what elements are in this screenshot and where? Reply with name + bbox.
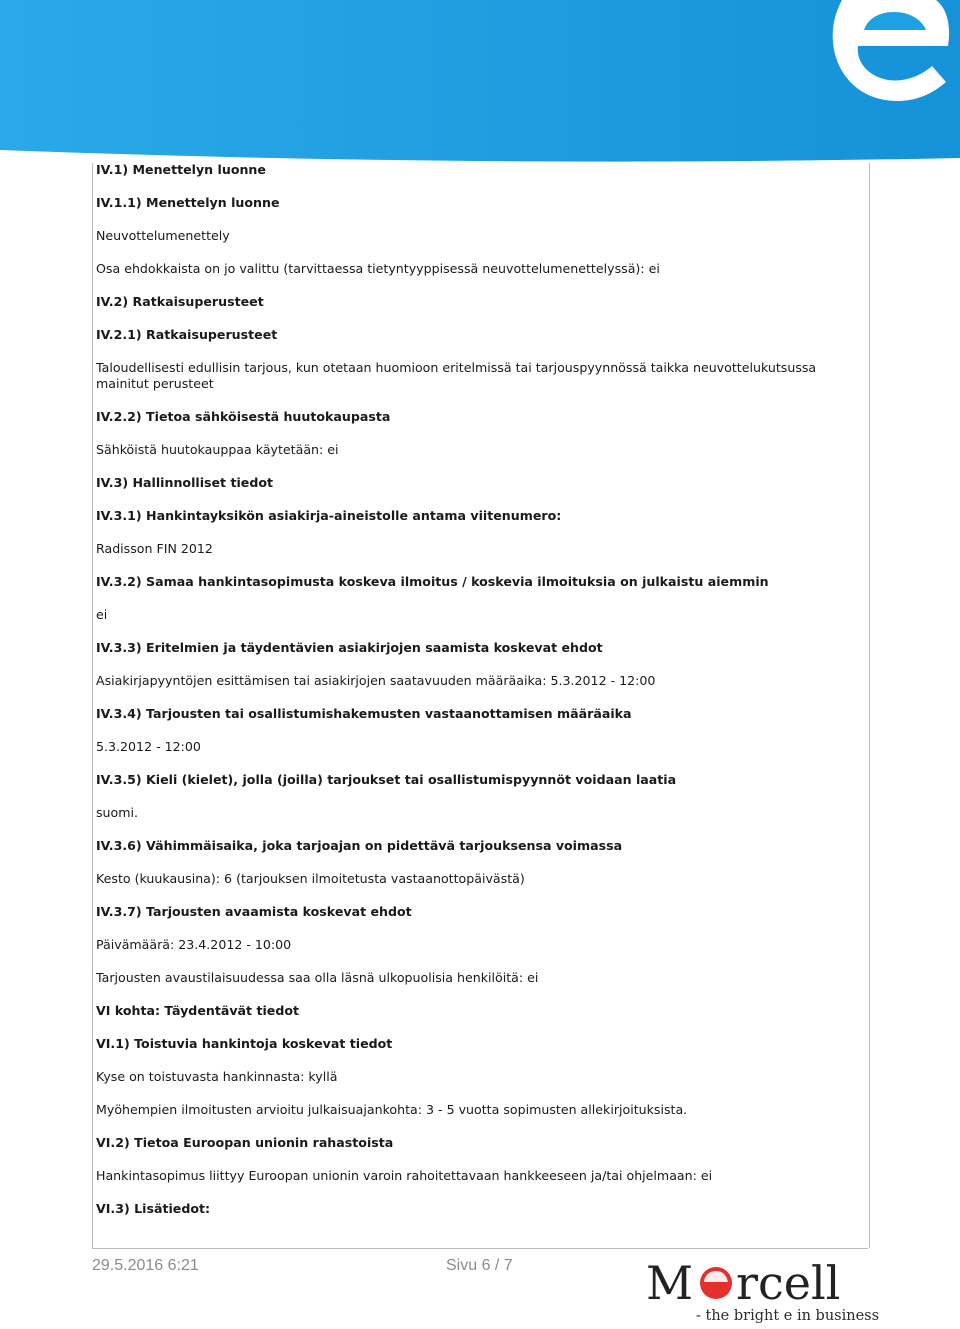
section-heading: IV.3) Hallinnolliset tiedot [96,475,274,490]
body-text: 5.3.2012 - 12:00 [96,739,201,754]
section-heading: IV.1.1) Menettelyn luonne [96,195,280,210]
section-heading: IV.3.7) Tarjousten avaamista koskevat ehdot [96,904,412,919]
section-heading: IV.3.5) Kieli (kielet), jolla (joilla) tarjoukset tai osallistumispyynnöt voidaan laatia [96,772,677,787]
body-text: Myöhempien ilmoitusten arvioitu julkaisuajankohta: 3 - 5 vuotta sopimusten allekirjoituksista. [96,1102,688,1117]
logo-tagline: - the bright e in business [696,1308,880,1324]
section-heading: VI.2) Tietoa Euroopan unionin rahastoista [96,1135,394,1150]
section-heading: IV.2.1) Ratkaisuperusteet [96,327,278,342]
section-heading: IV.3.4) Tarjousten tai osallistumishakemusten vastaanottamisen määräaika [96,706,632,721]
body-text: Neuvottelumenettely [96,228,230,243]
section-heading: IV.3.6) Vähimmäisaika, joka tarjoajan on pidettävä tarjouksensa voimassa [96,838,623,853]
body-text: Kyse on toistuvasta hankinnasta: kyllä [96,1069,338,1084]
footer-page-number: Sivu 6 / 7 [446,1257,513,1274]
section-heading: IV.1) Menettelyn luonne [96,162,266,177]
logo-letter-m: M [646,1256,694,1310]
body-text: Sähköistä huutokauppaa käytetään: ei [96,442,339,457]
body-text: Päivämäärä: 23.4.2012 - 10:00 [96,937,292,952]
document-body [96,162,841,1234]
body-text: Radisson FIN 2012 [96,541,213,556]
section-heading: VI.3) Lisätiedot: [96,1201,211,1216]
body-text: Osa ehdokkaista on jo valittu (tarvittaessa tietyntyyppisessä neuvottelumenettelyssä): ei [96,261,660,276]
body-text: Taloudellisesti edullisin tarjous, kun otetaan huomioon eritelmissä tai tarjouspyynnössä taikka neuvottelukutsussa mainitut perusteet [96,360,817,391]
body-text: ei [96,607,108,622]
body-text: Asiakirjapyyntöjen esittämisen tai asiakirjojen saatavuuden määräaika: 5.3.2012 - 12:00 [96,673,656,688]
section-heading: VI kohta: Täydentävät tiedot [96,1003,300,1018]
section-heading: IV.2.2) Tietoa sähköisestä huutokaupasta [96,409,391,424]
logo-text-rcell: rcell [736,1256,841,1310]
body-text: suomi. [96,805,139,820]
footer-divider [92,1248,868,1249]
body-text: Kesto (kuukausina): 6 (tarjouksen ilmoitetusta vastaanottopäivästä) [96,871,525,886]
section-heading: IV.3.3) Eritelmien ja täydentävien asiakirjojen saamista koskevat ehdot [96,640,603,655]
body-text: Tarjousten avaustilaisuudessa saa olla läsnä ulkopuolisia henkilöitä: ei [96,970,539,985]
section-heading: VI.1) Toistuvia hankintoja koskevat tiedot [96,1036,393,1051]
header-banner [0,0,960,165]
body-text: Hankintasopimus liittyy Euroopan unionin varoin rahoitettavaan hankkeeseen ja/tai ohjelmaan: ei [96,1168,713,1183]
footer-date: 29.5.2016 6:21 [92,1257,199,1274]
section-heading: IV.2) Ratkaisuperusteet [96,294,264,309]
logo-e-mark [700,1267,732,1299]
section-heading: IV.3.1) Hankintayksikön asiakirja-aineistolle antama viitenumero: [96,508,562,523]
section-heading: IV.3.2) Samaa hankintasopimusta koskeva ilmoitus / koskevia ilmoituksia on julkaistu aiemmin [96,574,769,589]
